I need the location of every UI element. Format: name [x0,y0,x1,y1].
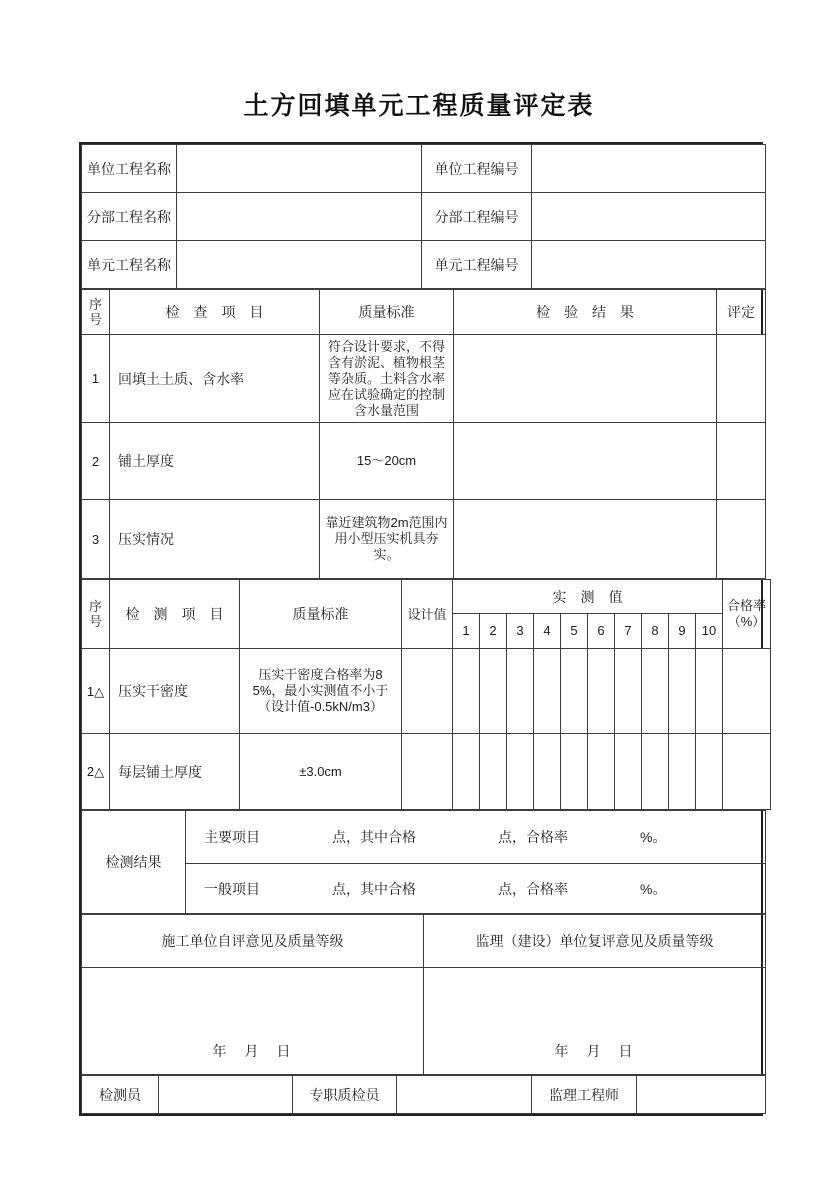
table-row [82,335,766,423]
measured-value-cell [669,734,696,810]
table-row [82,968,766,1075]
row-seq: 2 [82,423,110,500]
table-row [82,423,766,500]
qc-officer-signature-cell [397,1076,532,1114]
rating-cell [717,500,766,579]
unit-project-code-label: 单位工程编号 [422,145,532,193]
measured-value-cell [507,734,534,810]
measured-value-cell [480,649,507,734]
unit-project-name-value [177,145,422,193]
measured-value-cell [588,649,615,734]
row-seq: 2△ [82,734,110,810]
row-seq: 1 [82,335,110,423]
measured-value-cell [453,734,480,810]
table-row [82,145,766,193]
pass-rate-header [723,580,771,649]
measure-col-header: 5 [561,614,588,649]
measurement-items-table [81,579,771,810]
pass-rate-cell [723,734,771,810]
quality-standard: 符合设计要求，不得含有淤泥、植物根茎等杂质。土料含水率应在试验确定的控制含水量范围 [320,335,454,423]
measure-col-header: 9 [669,614,696,649]
quality-standard: 压实干密度合格率为85%，最小实测值不小于（设计值-0.5kN/m3） [240,649,402,734]
measure-col-header: 6 [588,614,615,649]
supervisor-opinion-header: 监理（建设）单位复评意见及质量等级 [424,915,766,968]
design-value-cell [402,734,453,810]
signatures-table [81,1075,766,1114]
element-project-name-value [177,241,422,289]
check-result-cell [454,500,717,579]
pass-rate-cell [723,649,771,734]
element-project-code-value [532,241,766,289]
quality-standard: 靠近建筑物2m范围内用小型压实机具夯实。 [320,500,454,579]
seq-header: 序号 [82,580,110,649]
element-project-name-label: 单元工程名称 [82,241,177,289]
measured-value-cell [696,734,723,810]
measure-item-header: 检 测 项 目 [110,580,240,649]
supervisor-opinion-date: 年 月 日 [424,968,766,1075]
main-items-result-row [186,811,766,864]
rating-cell [717,423,766,500]
division-project-code-label: 分部工程编号 [422,193,532,241]
table-row [82,649,771,734]
category-label: 一般项目 [204,880,260,897]
points-rate-text: 点，合格率 [498,829,568,845]
measure-col-header: 7 [615,614,642,649]
points-pass-text: 点，其中合格 [332,880,416,897]
measured-values-header: 实 测 值 [453,580,723,614]
check-item: 回填土土质、含水率 [110,335,320,423]
measure-item: 压实干密度 [110,649,240,734]
measured-value-cell [480,734,507,810]
unit-project-name-label: 单位工程名称 [82,145,177,193]
unit-project-code-value [532,145,766,193]
measured-value-cell [696,649,723,734]
design-value-cell [402,649,453,734]
measure-col-header: 3 [507,614,534,649]
measured-value-cell [615,649,642,734]
row-seq: 3 [82,500,110,579]
inspector-signature-cell [159,1076,293,1114]
measured-value-cell [561,734,588,810]
table-header-row [82,915,766,968]
element-project-code-label: 单元工程编号 [422,241,532,289]
table-row [82,193,766,241]
quality-standard: ±3.0cm [240,734,402,810]
table-row [82,734,771,810]
table-row [82,1076,766,1114]
contractor-opinion-date: 年 月 日 [82,968,424,1075]
measure-col-header: 1 [453,614,480,649]
table-row [82,811,766,864]
inspector-label: 检测员 [82,1076,159,1114]
supervising-engineer-label: 监理工程师 [532,1076,637,1114]
measure-col-header: 8 [642,614,669,649]
detection-results-label: 检测结果 [82,811,186,914]
page-title: 土方回填单元工程质量评定表 [243,92,595,120]
general-items-result-row [186,864,766,914]
measured-value-cell [669,649,696,734]
quality-standard-header: 质量标准 [320,290,454,335]
table-header-row [82,580,771,614]
check-item: 铺土厚度 [110,423,320,500]
measure-col-header: 2 [480,614,507,649]
rating-cell [717,335,766,423]
evaluation-form [79,142,766,1116]
points-rate-text: 点，合格率 [498,880,568,897]
row-seq: 1△ [82,649,110,734]
quality-standard: 15～20cm [320,423,454,500]
supervising-engineer-signature-cell [637,1076,766,1114]
measured-value-cell [642,734,669,810]
table-row [82,500,766,579]
seq-header: 序号 [82,290,110,335]
measure-col-header: 10 [696,614,723,649]
check-item: 压实情况 [110,500,320,579]
rating-header: 评定 [717,290,766,335]
category-label: 主要项目 [204,829,260,845]
check-result-cell [454,335,717,423]
points-pass-text: 点，其中合格 [332,829,416,845]
measured-value-cell [534,734,561,810]
qc-officer-label: 专职质检员 [293,1076,397,1114]
percent-text: %。 [640,829,667,845]
measured-value-cell [534,649,561,734]
inspection-items-table [81,289,766,579]
opinions-table [81,914,766,1075]
percent-text: %。 [640,880,667,897]
table-header-row [82,290,766,335]
check-result-cell [454,423,717,500]
table-row [82,241,766,289]
measured-value-cell [561,649,588,734]
contractor-opinion-header: 施工单位自评意见及质量等级 [82,915,424,968]
pass-rate-header-line2: （%） [727,614,766,629]
pass-rate-header-line1: 合格率 [726,598,766,613]
measure-item: 每层铺土厚度 [110,734,240,810]
measured-value-cell [615,734,642,810]
check-result-header: 检 验 结 果 [454,290,717,335]
measured-value-cell [453,649,480,734]
measured-value-cell [507,649,534,734]
measure-col-header: 4 [534,614,561,649]
design-value-header: 设计值 [402,580,453,649]
quality-standard-header: 质量标准 [240,580,402,649]
division-project-code-value [532,193,766,241]
measured-value-cell [642,649,669,734]
check-item-header: 检 查 项 目 [110,290,320,335]
detection-results-table [81,810,766,914]
measured-value-cell [588,734,615,810]
project-info-table [81,144,766,289]
division-project-name-label: 分部工程名称 [82,193,177,241]
division-project-name-value [177,193,422,241]
